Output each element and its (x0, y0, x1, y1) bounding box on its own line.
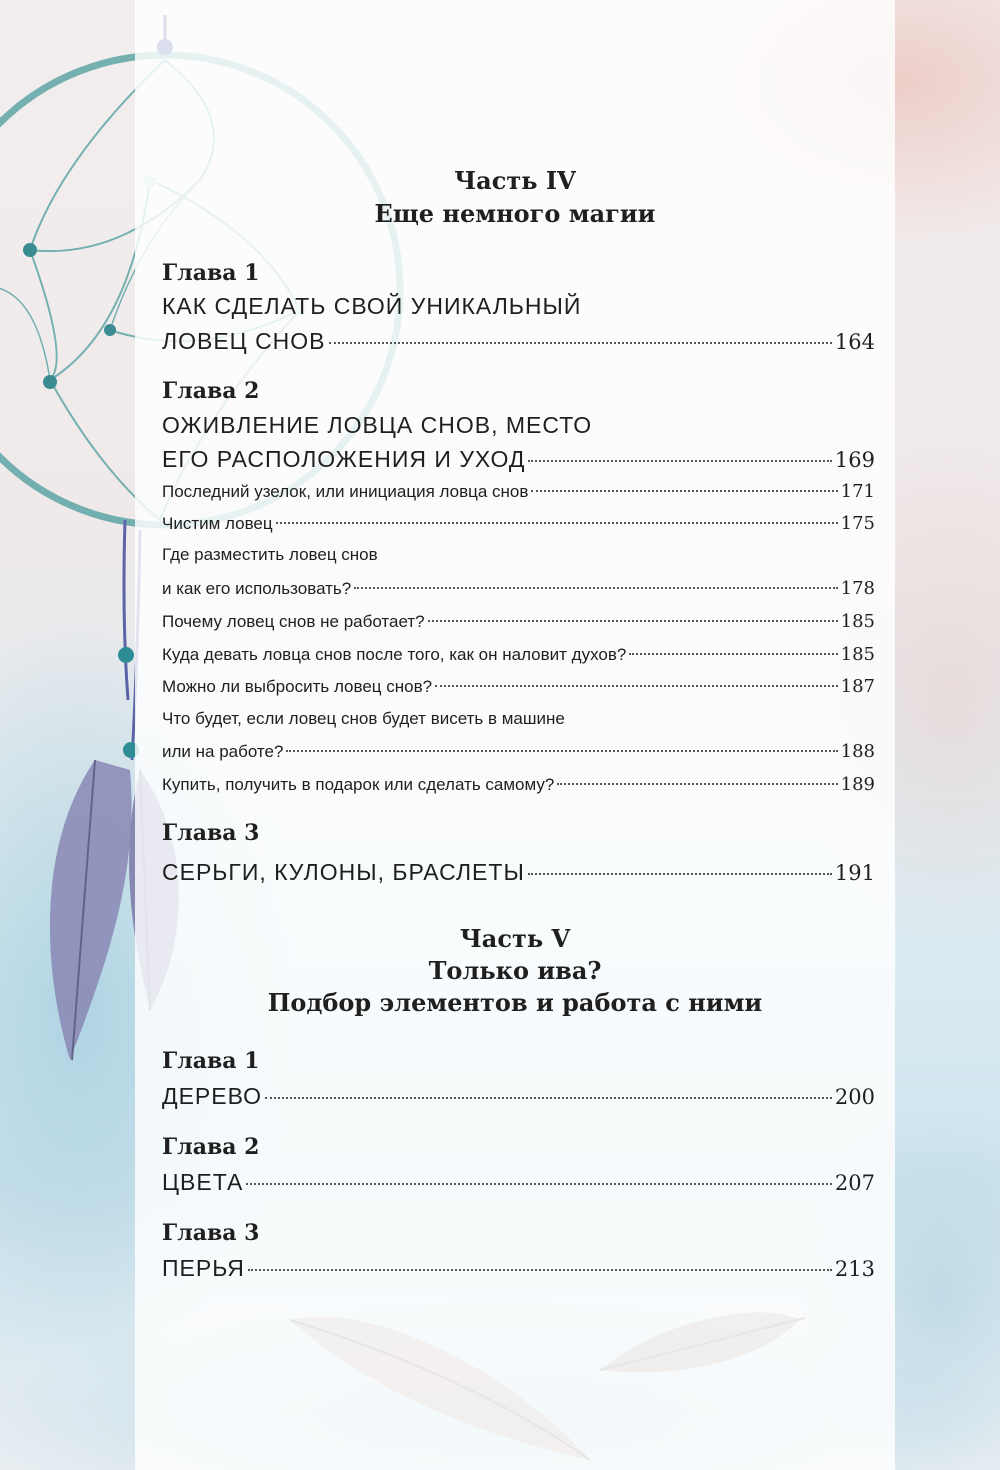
section-title-line: Где разместить ловец снов (162, 545, 378, 564)
page-number: 171 (840, 481, 875, 502)
page-number: 175 (840, 513, 875, 534)
dot-leader (354, 587, 837, 589)
toc-entry-section[interactable] (162, 478, 875, 506)
page-number: 189 (840, 774, 875, 795)
section-title: или на работе? (162, 742, 284, 761)
chapter-label: Глава 3 (162, 820, 260, 846)
toc-entry-section[interactable] (162, 608, 875, 636)
toc-entry-section[interactable] (162, 673, 875, 701)
chapter-title-line: КАК СДЕЛАТЬ СВОЙ УНИКАЛЬНЫЙ (162, 293, 582, 319)
toc-entry-section[interactable] (162, 641, 875, 669)
page-number: 169 (834, 448, 875, 472)
part-title-iv: Часть IV (454, 166, 576, 195)
page-number: 178 (840, 578, 875, 599)
chapter-title: ЕГО РАСПОЛОЖЕНИЯ И УХОД (162, 446, 526, 472)
chapter-title: ПЕРЬЯ (162, 1255, 245, 1281)
chapter-title: ДЕРЕВО (162, 1083, 263, 1109)
part-title-v: Часть V (459, 924, 571, 953)
section-title: Куда девать ловца снов после того, как он наловит духов? (162, 645, 627, 664)
part-subtitle-v-line2: Подбор элементов и работа с ними (267, 988, 763, 1017)
dot-leader (286, 750, 837, 752)
chapter-label: Глава 2 (162, 378, 260, 404)
dot-leader (329, 342, 832, 344)
toc-entry-chapter[interactable] (162, 1166, 875, 1199)
chapter-label: Глава 3 (162, 1220, 260, 1246)
page-number: 191 (834, 861, 875, 885)
toc-entry-section[interactable] (162, 575, 875, 603)
page-number: 164 (834, 330, 875, 354)
chapter-title: ЦВЕТА (162, 1169, 244, 1195)
dot-leader (531, 490, 837, 492)
chapter-title: ЛОВЕЦ СНОВ (162, 328, 326, 354)
toc-entry-chapter[interactable] (162, 1252, 875, 1285)
toc-entry-section[interactable] (162, 738, 875, 766)
dot-leader (265, 1097, 832, 1099)
dot-leader (428, 620, 838, 622)
page-number: 213 (834, 1257, 875, 1281)
section-title: Почему ловец снов не работает? (162, 612, 425, 631)
chapter-label: Глава 1 (162, 1048, 260, 1074)
chapter-title: СЕРЬГИ, КУЛОНЫ, БРАСЛЕТЫ (162, 859, 525, 885)
dot-leader (435, 685, 838, 687)
part-subtitle-iv: Еще немного магии (374, 199, 656, 228)
page-number: 188 (840, 741, 875, 762)
toc-entry-section[interactable] (162, 771, 875, 799)
part-subtitle-v: Только ива? (428, 956, 602, 985)
toc-entry-chapter[interactable] (162, 325, 875, 358)
chapter-title-line: ОЖИВЛЕНИЕ ЛОВЦА СНОВ, МЕСТО (162, 412, 593, 438)
dot-leader (629, 653, 837, 655)
dot-leader (276, 522, 838, 524)
section-title: и как его использовать? (162, 579, 352, 598)
toc-entry-chapter[interactable] (162, 856, 875, 889)
section-title-line: Что будет, если ловец снов будет висеть в машине (162, 709, 565, 728)
page-number: 200 (834, 1085, 875, 1109)
toc-entry-chapter[interactable] (162, 443, 875, 476)
dot-leader (246, 1183, 832, 1185)
chapter-label: Глава 1 (162, 260, 260, 286)
dot-leader (528, 873, 832, 875)
section-title: Последний узелок, или инициация ловца снов (162, 482, 529, 501)
dot-leader (248, 1269, 832, 1271)
section-title: Купить, получить в подарок или сделать самому? (162, 775, 555, 794)
section-title: Чистим ловец (162, 514, 273, 533)
page-number: 207 (834, 1171, 875, 1195)
toc-entry-section[interactable] (162, 510, 875, 538)
dot-leader (528, 460, 831, 462)
page-number: 187 (840, 676, 875, 697)
page-number: 185 (840, 611, 875, 632)
toc-entry-chapter[interactable] (162, 1080, 875, 1113)
dot-leader (557, 783, 837, 785)
section-title: Можно ли выбросить ловец снов? (162, 677, 433, 696)
chapter-label: Глава 2 (162, 1134, 260, 1160)
page-number: 185 (840, 644, 875, 665)
